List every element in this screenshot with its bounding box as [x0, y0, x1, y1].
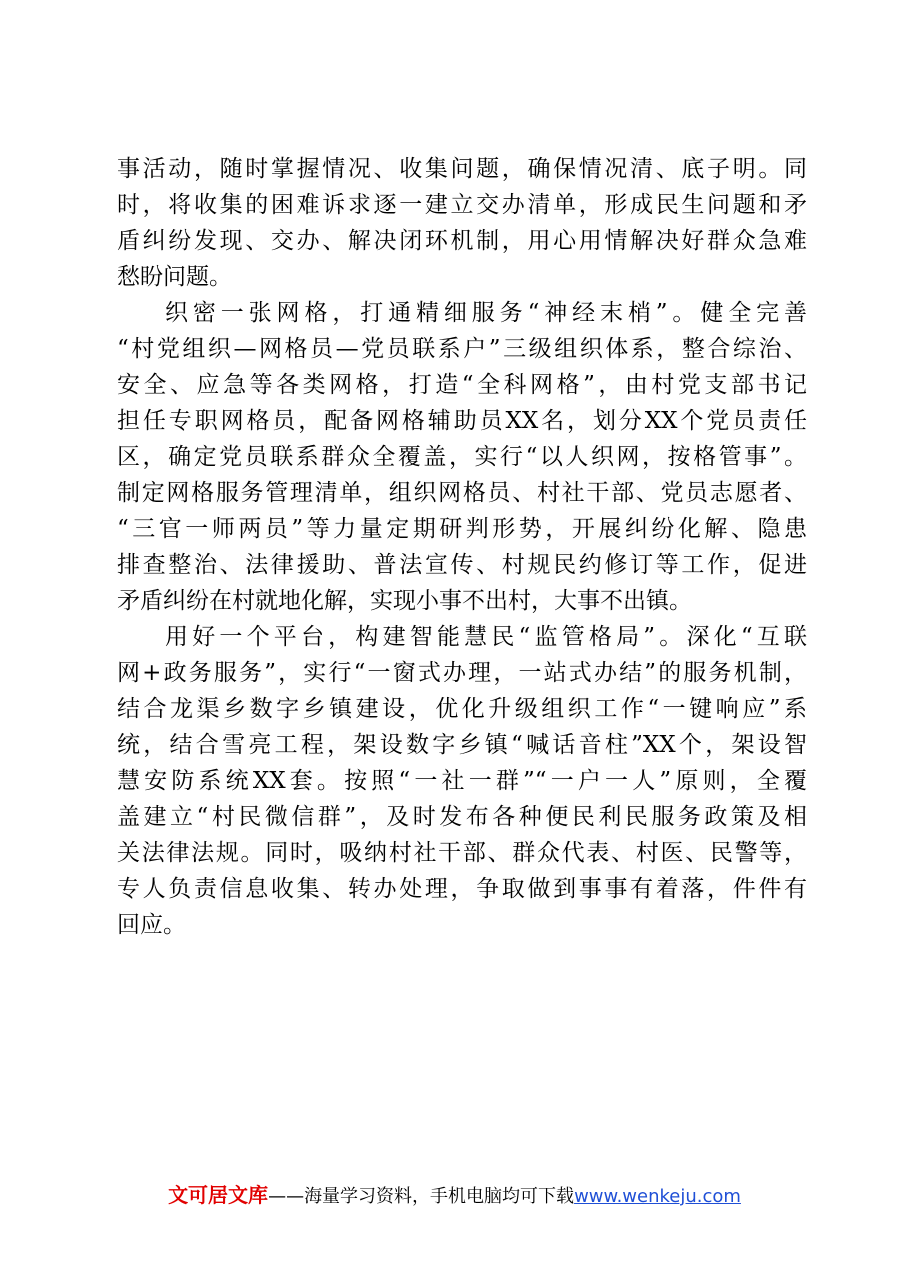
text-line: 盾纠纷发现、交办、解决闭环机制，用心用情解决好群众急难	[117, 228, 807, 254]
paragraph	[117, 619, 807, 943]
text-line: 区，确定党员联系群众全覆盖，实行“以人织网，按格管事”。	[117, 444, 807, 470]
text-line: 盖建立“村民微信群”，及时发布各种便民利民服务政策及相	[117, 804, 807, 830]
text-line: 关法律法规。同时，吸纳村社干部、群众代表、村医、民警等，	[117, 840, 807, 866]
text-line: 排查整治、法律援助、普法宣传、村规民约修订等工作，促进	[117, 552, 807, 578]
text-line: “村党组织—网格员—党员联系户”三级组织体系，整合综治、	[117, 336, 807, 362]
text-line: 愁盼问题。	[117, 264, 232, 290]
text-line: 织密一张网格，打通精细服务“神经末梢”。健全完善	[165, 300, 807, 326]
footer-slogan: ——海量学习资料，手机电脑均可下载	[268, 1186, 575, 1207]
text-line: 结合龙渠乡数字乡镇建设，优化升级组织工作“一键响应”系	[117, 696, 807, 722]
text-line: 时，将收集的困难诉求逐一建立交办清单，形成民生问题和矛	[117, 192, 807, 218]
text-line: 统，结合雪亮工程，架设数字乡镇“喊话音柱”XX个，架设智	[117, 732, 807, 758]
text-line: 矛盾纠纷在村就地化解，实现小事不出村，大事不出镇。	[117, 588, 692, 614]
page-footer	[0, 1182, 909, 1210]
text-line: 担任专职网格员，配备网格辅助员XX名，划分XX个党员责任	[117, 408, 807, 434]
text-line: 用好一个平台，构建智能慧民“监管格局”。深化“互联	[165, 624, 807, 650]
footer-brand: 文可居文库	[168, 1183, 269, 1207]
text-line: 网+政务服务”，实行“一窗式办理，一站式办结”的服务机制，	[117, 660, 807, 686]
text-line: 事活动，随时掌握情况、收集问题，确保情况清、底子明。同	[117, 156, 807, 182]
text-line: 回应。	[117, 912, 186, 938]
footer-link[interactable]: www.wenkeju.com	[574, 1186, 741, 1207]
paragraph	[117, 295, 807, 619]
text-line: 专人负责信息收集、转办处理，争取做到事事有着落，件件有	[117, 876, 807, 902]
text-line: 慧安防系统XX套。按照“一社一群”“一户一人”原则，全覆	[117, 768, 807, 794]
document-body	[117, 151, 807, 943]
text-line: “三官一师两员”等力量定期研判形势，开展纠纷化解、隐患	[117, 516, 807, 542]
paragraph	[117, 151, 807, 295]
text-line: 制定网格服务管理清单，组织网格员、村社干部、党员志愿者、	[117, 480, 807, 506]
text-line: 安全、应急等各类网格，打造“全科网格”，由村党支部书记	[117, 372, 807, 398]
